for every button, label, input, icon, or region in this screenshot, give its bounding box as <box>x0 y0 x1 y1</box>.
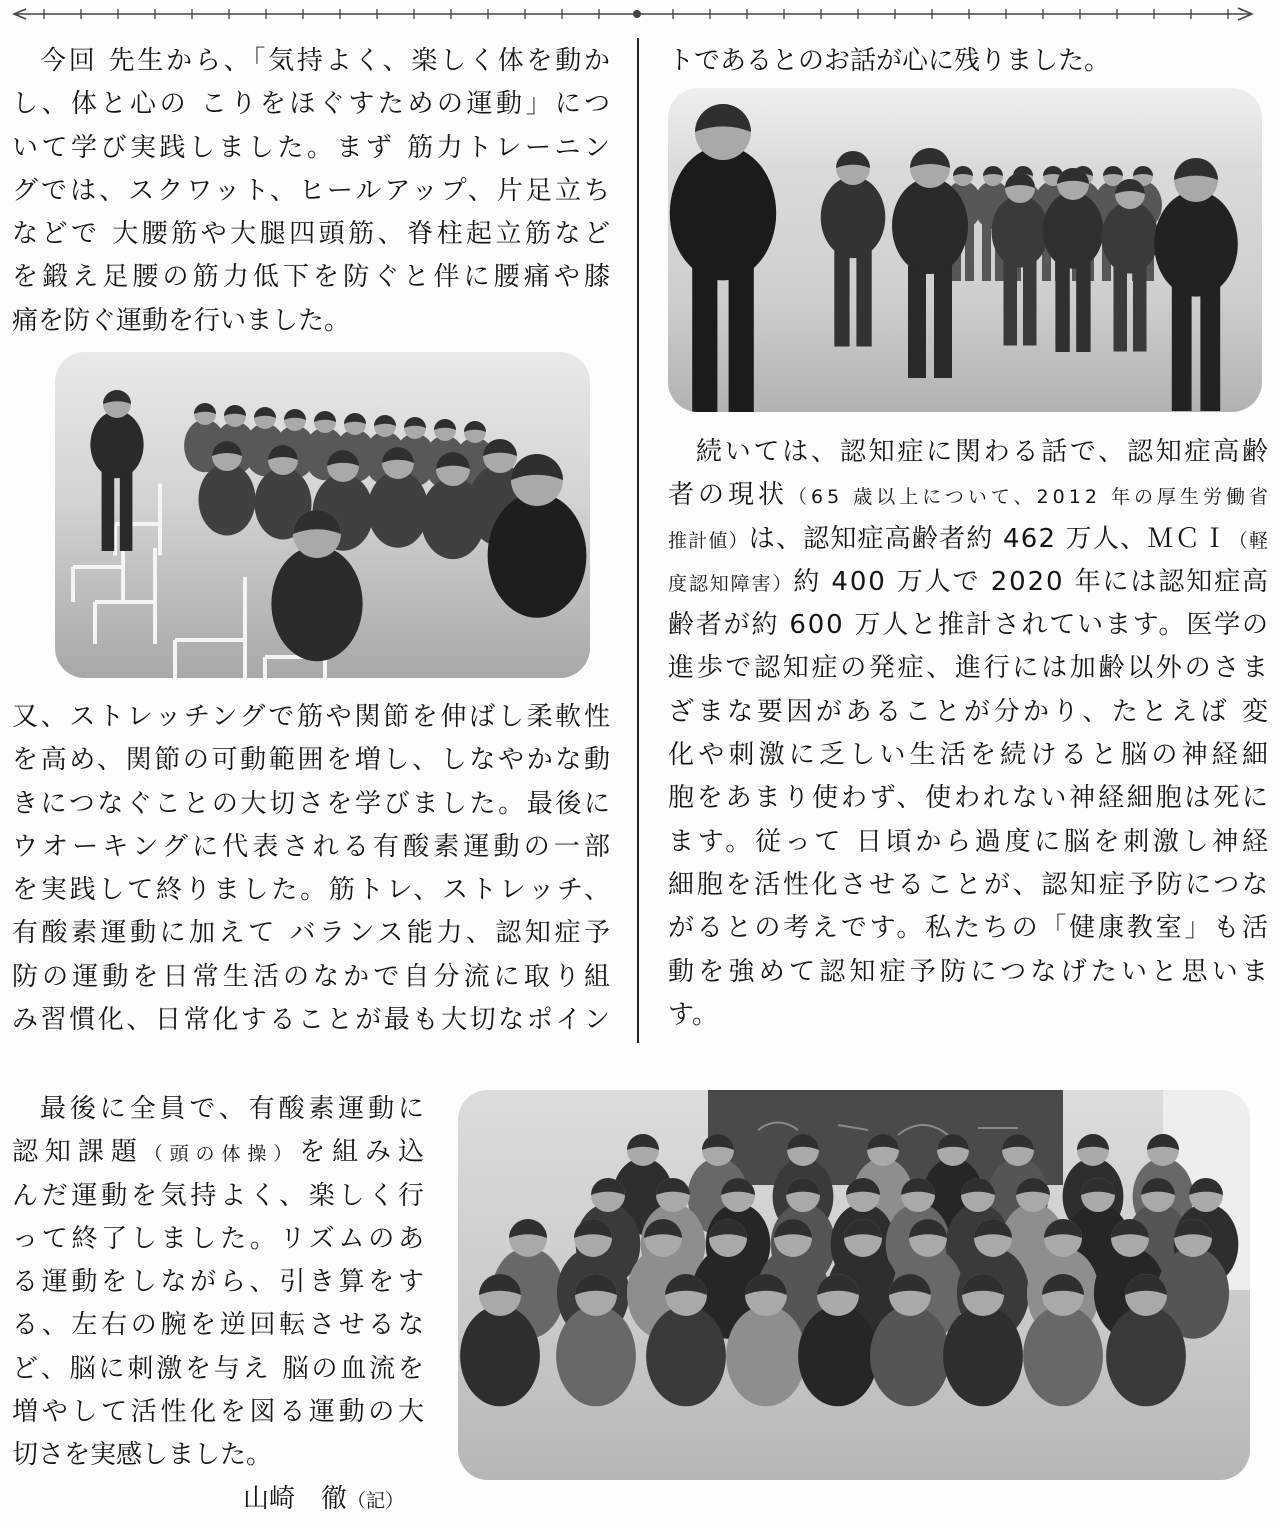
chair-exercise-photo <box>55 352 590 678</box>
column-divider <box>637 38 639 1043</box>
body-text: って終了しました。リズムのあ <box>12 1223 428 1254</box>
text-line <box>668 994 1268 1037</box>
author-name: 山崎 徹 <box>243 1484 348 1514</box>
line-text <box>668 647 1271 690</box>
text-line <box>12 1261 428 1304</box>
line-text <box>12 300 350 343</box>
text-line <box>668 777 1271 820</box>
line-text <box>668 864 1271 907</box>
text-line <box>12 912 614 955</box>
line-text <box>668 604 1270 647</box>
body-text: は、認知症高齢者約 462 万人、ＭＣＩ <box>748 523 1229 554</box>
line-text <box>12 783 613 826</box>
text-line <box>12 1434 424 1477</box>
text-line <box>12 1218 428 1261</box>
text-line <box>668 907 1271 950</box>
text-line <box>12 869 613 912</box>
text-line <box>12 1088 428 1131</box>
text-line <box>668 691 1272 734</box>
line-text <box>12 999 613 1042</box>
body-text: し、体と心の こりをほぐすための運動」につ <box>12 89 614 120</box>
body-text: 細胞を活性化させることが、認知症予防につな <box>668 869 1271 900</box>
text-line <box>12 213 614 256</box>
line-text <box>12 1218 428 1261</box>
line-text <box>12 826 614 869</box>
line-text <box>12 1131 431 1176</box>
body-text: ざまな要因があることが分かり、たとえば 変 <box>668 696 1272 727</box>
body-text: んだ運動を気持よく、楽しく行 <box>12 1180 428 1211</box>
body-text: 約 400 万人で 2020 年には認知症高 <box>793 566 1270 597</box>
line-text <box>12 127 614 170</box>
text-line <box>668 431 1271 474</box>
group-photo-illustration <box>458 1090 1250 1480</box>
line-text <box>668 561 1270 606</box>
line-text <box>12 256 614 299</box>
annotation-text: （頭の体操） <box>143 1143 300 1166</box>
body-text: 又、ストレッチングで筋や関節を伸ばし柔軟性 <box>12 702 613 732</box>
body-text: 増やして活性化を図る運動の大 <box>12 1397 428 1428</box>
line-text <box>12 1304 428 1347</box>
text-line <box>12 83 614 126</box>
body-text: 動を強めて認知症予防につなげたいと思いま <box>668 956 1273 987</box>
line-text <box>668 821 1272 864</box>
author-mark: （記） <box>347 1490 405 1512</box>
annotation-text: （65 歳以上について、2012 年の厚生労働省 <box>788 486 1272 509</box>
body-text: きにつなぐことの大切さを学びました。最後に <box>12 788 613 819</box>
body-text: 防の運動を日常生活のなかで自分流に取り組 <box>12 961 615 992</box>
line-text <box>12 956 614 999</box>
body-text: がるとの考えです。私たちの「健康教室」も活 <box>668 913 1271 944</box>
group-photo <box>458 1090 1250 1480</box>
text-line <box>12 1131 431 1174</box>
line-text <box>12 869 613 912</box>
line-text <box>12 1261 428 1304</box>
annotation-text: （軽 <box>1228 529 1270 552</box>
line-text <box>40 1088 428 1131</box>
photo-person <box>1154 158 1238 411</box>
body-text: グでは、スクワット、ヒールアップ、片足立ち <box>12 175 614 206</box>
body-text: ます。従って 日頃から過度に脳を刺激し神経 <box>668 826 1272 857</box>
text-line <box>668 734 1273 777</box>
intro-paragraph <box>12 40 615 343</box>
text-line <box>12 256 615 299</box>
body-text: 進歩で認知症の発症、進行には加齢以外のさま <box>668 653 1271 684</box>
body-text: み習慣化、日常化することが最も大切なポイン <box>12 1005 613 1036</box>
text-line <box>12 1304 428 1347</box>
body-text: 者の現状 <box>668 480 789 511</box>
text-line <box>12 1175 428 1218</box>
body-text: 胞をあまり使わず、使われない神経細胞は死に <box>668 783 1271 814</box>
line-text <box>12 170 613 213</box>
line-text <box>668 518 1269 563</box>
photo-person <box>670 104 776 412</box>
text-line <box>668 518 1268 561</box>
continuation-line <box>668 40 1268 83</box>
body-text: 認知課題 <box>12 1137 144 1168</box>
ruler-center-dot <box>633 10 641 18</box>
ruler-divider <box>0 0 1280 28</box>
body-text: トであるとのお話が心に残りました。 <box>668 46 1111 76</box>
body-text: 痛を防ぐ運動を行いました。 <box>12 305 351 336</box>
text-line <box>668 821 1272 864</box>
line-text <box>668 994 718 1037</box>
body-text: 化や刺激に乏しい生活を続けると脳の神経細 <box>668 740 1273 771</box>
line-text <box>12 739 613 782</box>
body-text: 有酸素運動に加えて バランス能力、認知症予 <box>12 918 614 949</box>
text-line <box>12 1348 427 1391</box>
body-text: る運動をしながら、引き算をす <box>12 1267 428 1298</box>
line-text <box>12 696 613 739</box>
closing-paragraph <box>12 1088 431 1478</box>
body-text: 齢者が約 600 万人と推計されています。医学の <box>668 610 1270 641</box>
body-text: を実践して終りました。筋トレ、ストレッチ、 <box>12 875 613 906</box>
line-text <box>12 1391 428 1434</box>
aerobic-exercise-photo <box>668 88 1262 412</box>
body-text: 切さを実感しました。 <box>12 1440 273 1471</box>
text-line <box>12 826 615 869</box>
line-text <box>40 40 613 83</box>
text-line <box>668 951 1273 994</box>
text-line <box>12 739 613 782</box>
body-text: 続いては、認知症に関わる話で、認知症高齢 <box>696 437 1271 467</box>
line-text <box>12 83 614 126</box>
text-line <box>668 864 1271 907</box>
text-line <box>668 604 1268 647</box>
text-line <box>12 40 613 83</box>
text-line <box>12 783 613 826</box>
text-line <box>668 474 1272 517</box>
body-text: いて学び実践しました。まず 筋力トレーニン <box>12 132 614 163</box>
line-text <box>668 40 1110 83</box>
stretching-paragraph <box>12 696 615 1042</box>
annotation-text: 推計値） <box>668 529 749 552</box>
line-text <box>12 1434 272 1477</box>
text-line <box>12 999 613 1042</box>
body-text: を鍛え足腰の筋力低下を防ぐと伴に腰痛や膝 <box>12 262 615 293</box>
text-line <box>668 561 1268 604</box>
annotation-text: 度認知障害） <box>668 572 794 595</box>
chair-exercise-illustration <box>55 352 590 678</box>
line-text <box>12 213 614 256</box>
line-text <box>12 1348 427 1391</box>
text-line <box>668 40 1268 83</box>
line-text <box>12 912 614 955</box>
text-line <box>668 647 1271 690</box>
text-line <box>12 127 614 170</box>
text-line <box>12 956 615 999</box>
line-text <box>668 777 1271 820</box>
aerobic-exercise-illustration <box>668 88 1262 412</box>
line-text <box>668 734 1272 777</box>
dementia-paragraph <box>668 431 1273 1037</box>
body-text: を組み込 <box>299 1137 431 1168</box>
photo-chair <box>175 577 245 678</box>
body-text: 最後に全員で、有酸素運動に <box>40 1094 428 1124</box>
line-text <box>696 431 1271 474</box>
body-text: る、左右の腕を逆回転させるな <box>12 1310 428 1341</box>
body-text: を高め、関節の可動範囲を増し、しなやかな動 <box>12 745 613 776</box>
line-text <box>12 1175 428 1218</box>
body-text: す。 <box>668 999 718 1030</box>
body-text: 今回 先生から、「気持よく、楽しく体を動か <box>40 46 613 76</box>
text-line <box>12 1391 428 1434</box>
text-line <box>12 696 613 739</box>
body-text: ど、脳に刺激を与え 脳の血流を <box>12 1353 427 1384</box>
photo-person <box>821 151 886 347</box>
text-line <box>12 170 614 213</box>
author-signature <box>243 1478 404 1523</box>
line-text <box>668 951 1272 994</box>
body-text: などで 大腰筋や大腿四頭筋、脊柱起立筋など <box>12 219 614 250</box>
body-text: ウオーキングに代表される有酸素運動の一部 <box>12 831 615 862</box>
text-line <box>12 300 610 343</box>
line-text <box>668 907 1271 950</box>
line-text <box>668 474 1272 519</box>
line-text <box>668 691 1272 734</box>
